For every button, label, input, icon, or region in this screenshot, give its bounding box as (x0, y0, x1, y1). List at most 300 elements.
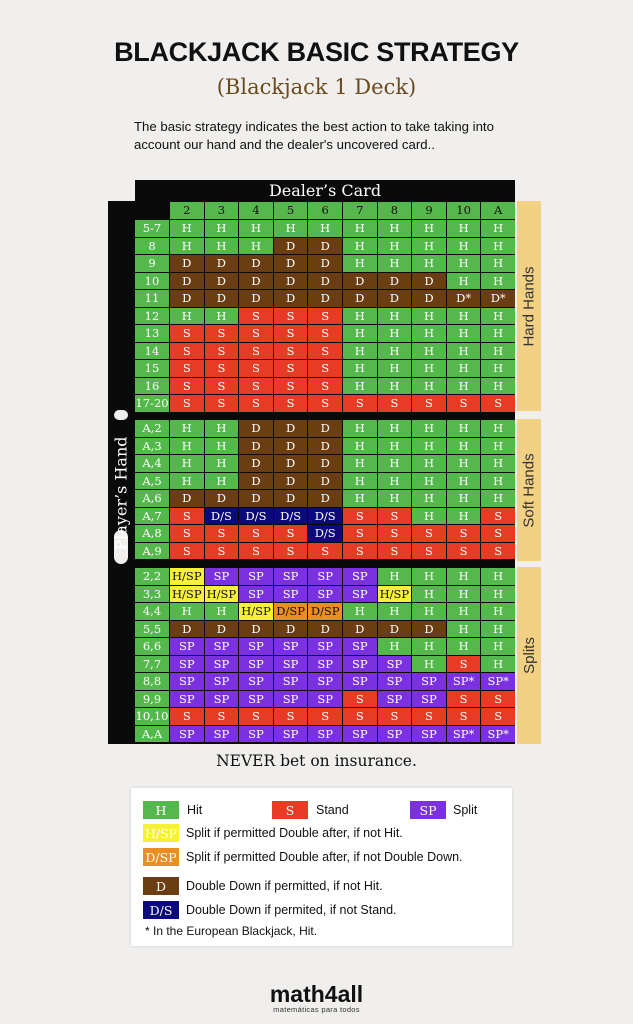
strategy-cell: SP (274, 656, 308, 673)
strategy-cell: SP (239, 656, 273, 673)
strategy-cell: H (481, 438, 515, 455)
strategy-cell: D (274, 438, 308, 455)
strategy-cell: D (239, 420, 273, 437)
strategy-cell: S (170, 708, 204, 725)
strategy-cell: S (378, 395, 412, 412)
strategy-cell: H (481, 621, 515, 638)
strategy-cell: H (170, 438, 204, 455)
strategy-cell: H (378, 343, 412, 360)
strategy-cell: S (274, 360, 308, 377)
strategy-cell: D (239, 255, 273, 272)
strategy-cell: SP (378, 726, 412, 743)
strategy-cell: H (447, 360, 481, 377)
strategy-cell: H (412, 360, 446, 377)
strategy-cell: SP (205, 691, 239, 708)
strategy-cell: H/SP (205, 586, 239, 603)
strategy-cell: H (378, 238, 412, 255)
strategy-cell: H (447, 220, 481, 237)
strategy-cell: SP (205, 568, 239, 585)
strategy-cell: H (343, 603, 377, 620)
legend-hit-text: Hit (187, 803, 203, 817)
hand-label-A-4: A,4 (135, 455, 169, 472)
strategy-cell: SP (343, 638, 377, 655)
strategy-cell: H/SP (378, 586, 412, 603)
dealer-card-9: 9 (412, 202, 446, 219)
strategy-cell: S (343, 508, 377, 525)
strategy-cell: H (170, 455, 204, 472)
strategy-cell: S (481, 395, 515, 412)
strategy-cell: S (274, 308, 308, 325)
strategy-cell: SP (170, 726, 204, 743)
strategy-cell: H (447, 378, 481, 395)
strategy-cell: SP (378, 691, 412, 708)
strategy-cell: H (412, 455, 446, 472)
strategy-cell: SP (308, 586, 342, 603)
strategy-cell: H (481, 343, 515, 360)
hand-label-10: 10 (135, 273, 169, 290)
strategy-cell: S (343, 691, 377, 708)
strategy-cell: SP (170, 656, 204, 673)
hand-label-8-8: 8,8 (135, 673, 169, 690)
dealer-card-header: Dealer’s Card (135, 180, 515, 201)
logo-tagline: matemáticas para todos (273, 1005, 360, 1014)
strategy-cell: SP (308, 691, 342, 708)
legend-ds-text: Double Down if permited, if not Stand. (186, 903, 397, 917)
strategy-cell: H (378, 568, 412, 585)
strategy-cell: H (412, 378, 446, 395)
strategy-cell: SP (205, 726, 239, 743)
strategy-cell: D (412, 290, 446, 307)
strategy-cell: S (447, 708, 481, 725)
strategy-cell: D (170, 621, 204, 638)
hand-label-8: 8 (135, 238, 169, 255)
hand-label-A-A: A,A (135, 726, 169, 743)
dealer-card-4: 4 (239, 202, 273, 219)
strategy-cell: S (343, 708, 377, 725)
strategy-cell: H (481, 473, 515, 490)
strategy-cell: D (308, 255, 342, 272)
legend-dsp-swatch: D/SP (143, 848, 179, 866)
strategy-cell: S (239, 708, 273, 725)
strategy-cell: SP* (481, 673, 515, 690)
side-label-hard-text: Hard Hands (520, 265, 538, 347)
strategy-cell: SP (412, 673, 446, 690)
strategy-cell: H (412, 343, 446, 360)
strategy-cell: SP (170, 691, 204, 708)
strategy-cell: S (239, 325, 273, 342)
strategy-cell: S (274, 325, 308, 342)
strategy-cell: D (308, 438, 342, 455)
strategy-cell: D (343, 290, 377, 307)
strategy-cell: D (378, 273, 412, 290)
strategy-cell: S (447, 395, 481, 412)
legend-d-swatch: D (143, 877, 179, 895)
strategy-cell: SP (378, 656, 412, 673)
strategy-cell: S (170, 508, 204, 525)
strategy-cell: SP (378, 673, 412, 690)
strategy-cell: H (412, 255, 446, 272)
strategy-cell: H (343, 325, 377, 342)
strategy-cell: S (343, 525, 377, 542)
strategy-cell: H (170, 603, 204, 620)
strategy-cell: S (378, 543, 412, 560)
strategy-cell: SP (274, 673, 308, 690)
strategy-cell: SP (308, 656, 342, 673)
hand-label-A-9: A,9 (135, 543, 169, 560)
strategy-cell: D (412, 273, 446, 290)
strategy-cell: S (239, 378, 273, 395)
strategy-cell: D (170, 290, 204, 307)
strategy-cell: H (481, 455, 515, 472)
strategy-cell: H (378, 378, 412, 395)
strategy-cell: H (412, 438, 446, 455)
strategy-cell: S (447, 691, 481, 708)
strategy-cell: S (308, 360, 342, 377)
strategy-cell: H (412, 638, 446, 655)
dealer-card-A: A (481, 202, 515, 219)
strategy-cell: S (274, 525, 308, 542)
strategy-cell: D (274, 490, 308, 507)
strategy-cell: H (205, 238, 239, 255)
strategy-cell: SP (239, 673, 273, 690)
strategy-cell: SP (308, 568, 342, 585)
strategy-cell: H (412, 238, 446, 255)
strategy-cell: H (447, 568, 481, 585)
strategy-cell: H (205, 308, 239, 325)
strategy-cell: SP (308, 638, 342, 655)
strategy-cell: H (378, 360, 412, 377)
strategy-cell: H (205, 438, 239, 455)
strategy-cell: H (343, 490, 377, 507)
strategy-cell: D (205, 290, 239, 307)
strategy-cell: D/S (308, 508, 342, 525)
strategy-cell: H (170, 238, 204, 255)
strategy-cell: H (378, 255, 412, 272)
strategy-cell: H (412, 420, 446, 437)
strategy-cell: D (308, 273, 342, 290)
strategy-cell: H (412, 490, 446, 507)
strategy-cell: S (170, 525, 204, 542)
strategy-cell: S (170, 395, 204, 412)
strategy-cell: S (308, 308, 342, 325)
strategy-cell: D (205, 255, 239, 272)
strategy-cell: H/SP (170, 586, 204, 603)
strategy-cell: SP (412, 726, 446, 743)
legend-split-swatch: SP (410, 801, 446, 819)
strategy-cell: S (378, 525, 412, 542)
strategy-cell: H (481, 568, 515, 585)
strategy-cell: S (378, 708, 412, 725)
strategy-cell: H (378, 490, 412, 507)
strategy-cell: D (239, 290, 273, 307)
strategy-cell: SP (170, 638, 204, 655)
strategy-cell: D* (447, 290, 481, 307)
strategy-cell: H (481, 255, 515, 272)
hand-label-7-7: 7,7 (135, 656, 169, 673)
strategy-cell: S (412, 708, 446, 725)
strategy-cell: SP (239, 726, 273, 743)
strategy-cell: H (481, 308, 515, 325)
strategy-cell: SP* (447, 673, 481, 690)
strategy-cell: S (343, 395, 377, 412)
strategy-cell: S (481, 525, 515, 542)
strategy-cell: H (412, 473, 446, 490)
strategy-cell: H (205, 220, 239, 237)
strategy-cell: H (343, 420, 377, 437)
dealer-card-3: 3 (205, 202, 239, 219)
strategy-cell: H (343, 360, 377, 377)
legend-split-text: Split (453, 803, 478, 817)
strategy-cell: D/SP (274, 603, 308, 620)
strategy-cell: D (205, 273, 239, 290)
strategy-cell: D/S (239, 508, 273, 525)
strategy-cell: D (239, 273, 273, 290)
strategy-cell: H/SP (170, 568, 204, 585)
strategy-cell: SP (239, 691, 273, 708)
strategy-cell: SP (308, 673, 342, 690)
strategy-cell: S (274, 395, 308, 412)
strategy-cell: H (481, 360, 515, 377)
hand-label-5-7: 5-7 (135, 220, 169, 237)
strategy-cell: D (274, 420, 308, 437)
strategy-cell: SP* (481, 726, 515, 743)
strategy-cell: S (205, 325, 239, 342)
strategy-cell: SP (274, 726, 308, 743)
strategy-cell: H (343, 473, 377, 490)
strategy-cell: H (343, 438, 377, 455)
strategy-cell: H (447, 438, 481, 455)
side-label-soft (517, 419, 541, 561)
strategy-cell: D (274, 621, 308, 638)
strategy-cell: H (447, 308, 481, 325)
strategy-cell: H (447, 638, 481, 655)
hand-label-10-10: 10,10 (135, 709, 169, 724)
legend-d-text: Double Down if permitted, if not Hit. (186, 879, 383, 893)
strategy-cell: S (412, 543, 446, 560)
strategy-cell: H (447, 490, 481, 507)
intro-text: The basic strategy indicates the best action to take taking into account our hand and the dealer's uncovered card.. (134, 119, 494, 152)
dealer-card-7: 7 (343, 202, 377, 219)
strategy-cell: H (447, 603, 481, 620)
strategy-cell: S (239, 525, 273, 542)
hand-label-A-6: A,6 (135, 490, 169, 507)
strategy-cell: H (378, 220, 412, 237)
strategy-cell: S (170, 543, 204, 560)
strategy-cell: S (274, 378, 308, 395)
strategy-cell: SP (239, 638, 273, 655)
strategy-cell: S (378, 508, 412, 525)
strategy-cell: D (239, 621, 273, 638)
strategy-cell: H (343, 255, 377, 272)
hand-label-12: 12 (135, 308, 169, 325)
strategy-cell: H (481, 603, 515, 620)
strategy-cell: H (378, 638, 412, 655)
strategy-cell: S (205, 378, 239, 395)
strategy-cell: SP (239, 586, 273, 603)
strategy-cell: H (447, 273, 481, 290)
strategy-cell: H (378, 603, 412, 620)
strategy-cell: D (274, 273, 308, 290)
strategy-cell: H (170, 220, 204, 237)
strategy-cell: H (378, 420, 412, 437)
strategy-cell: H (343, 220, 377, 237)
strategy-cell: D (170, 273, 204, 290)
strategy-cell: SP (343, 568, 377, 585)
strategy-cell: D (308, 238, 342, 255)
strategy-cell: H/SP (239, 603, 273, 620)
strategy-cell: SP (343, 586, 377, 603)
strategy-cell: H (481, 238, 515, 255)
hand-label-A-7: A,7 (135, 508, 169, 525)
strategy-cell: H (378, 473, 412, 490)
strategy-cell: D/S (274, 508, 308, 525)
hand-label-A-2: A,2 (135, 420, 169, 437)
strategy-cell: H (447, 238, 481, 255)
page-subtitle: (Blackjack 1 Deck) (216, 75, 417, 99)
dealer-card-5: 5 (274, 202, 308, 219)
strategy-cell: H (308, 220, 342, 237)
strategy-cell: S (274, 543, 308, 560)
legend-stand-text: Stand (316, 803, 349, 817)
strategy-cell: H (447, 621, 481, 638)
hand-label-13: 13 (135, 325, 169, 342)
strategy-cell: D (308, 473, 342, 490)
hand-label-16: 16 (135, 378, 169, 395)
strategy-cell: SP (205, 656, 239, 673)
strategy-cell: S (239, 543, 273, 560)
strategy-cell: H (447, 255, 481, 272)
strategy-cell: H (412, 603, 446, 620)
legend-hit-swatch: H (143, 801, 179, 819)
strategy-cell: SP (274, 568, 308, 585)
strategy-cell: D (239, 473, 273, 490)
strategy-cell: S (308, 343, 342, 360)
strategy-cell: H (481, 586, 515, 603)
strategy-cell: D (170, 255, 204, 272)
hand-label-A-3: A,3 (135, 438, 169, 455)
strategy-cell: D/S (308, 525, 342, 542)
dealer-card-8: 8 (378, 202, 412, 219)
strategy-cell: SP (274, 586, 308, 603)
strategy-cell: D (170, 490, 204, 507)
strategy-cell: SP (343, 673, 377, 690)
strategy-cell: H (481, 378, 515, 395)
strategy-cell: D (378, 621, 412, 638)
strategy-cell: SP (274, 691, 308, 708)
legend-stand-swatch: S (272, 801, 308, 819)
strategy-cell: S (170, 360, 204, 377)
strategy-cell: H (239, 220, 273, 237)
strategy-cell: H (447, 325, 481, 342)
strategy-cell: D (308, 420, 342, 437)
strategy-cell: H (239, 238, 273, 255)
strategy-cell: S (447, 656, 481, 673)
strategy-cell: S (412, 525, 446, 542)
strategy-cell: H (412, 308, 446, 325)
strategy-cell: D (239, 438, 273, 455)
strategy-cell: S (239, 308, 273, 325)
strategy-cell: SP (274, 638, 308, 655)
strategy-cell: H (481, 420, 515, 437)
strategy-cell: H (412, 220, 446, 237)
insurance-warning: NEVER bet on insurance. (216, 752, 417, 770)
strategy-cell: H (447, 473, 481, 490)
strategy-cell: S (205, 525, 239, 542)
page-title: BLACKJACK BASIC STRATEGY (114, 37, 519, 67)
strategy-cell: S (274, 708, 308, 725)
strategy-cell: H (170, 308, 204, 325)
strategy-cell: D (205, 490, 239, 507)
strategy-cell: D (308, 455, 342, 472)
strategy-cell: D (412, 621, 446, 638)
strategy-cell: SP (343, 656, 377, 673)
hand-label-9: 9 (135, 255, 169, 272)
legend-hsp-text: Split if permitted Double after, if not Hit. (186, 826, 403, 840)
strategy-cell: S (205, 360, 239, 377)
strategy-cell: D (274, 473, 308, 490)
strategy-cell: D (343, 621, 377, 638)
dealer-card-10: 10 (447, 202, 481, 219)
legend-ds-swatch: D/S (143, 901, 179, 919)
strategy-cell: D (343, 273, 377, 290)
strategy-cell: H (412, 656, 446, 673)
strategy-cell: H (378, 438, 412, 455)
strategy-cell: H (343, 343, 377, 360)
dealer-card-2: 2 (170, 202, 204, 219)
strategy-cell: D (274, 255, 308, 272)
strategy-cell: S (239, 360, 273, 377)
strategy-cell: H (343, 455, 377, 472)
strategy-cell: D (308, 290, 342, 307)
hand-label-3-3: 3,3 (135, 586, 169, 603)
strategy-cell: H (205, 473, 239, 490)
hand-label-2-2: 2,2 (135, 568, 169, 585)
strategy-cell: S (205, 395, 239, 412)
strategy-cell: D (239, 455, 273, 472)
strategy-cell: H (481, 490, 515, 507)
hand-label-14: 14 (135, 343, 169, 360)
strategy-cell: S (481, 691, 515, 708)
strategy-cell: H (205, 603, 239, 620)
strategy-cell: SP (343, 726, 377, 743)
strategy-cell: H (447, 420, 481, 437)
strategy-cell: S (481, 543, 515, 560)
strategy-cell: H (378, 325, 412, 342)
strategy-cell: SP (412, 691, 446, 708)
strategy-cell: D (308, 490, 342, 507)
strategy-cell: H (412, 508, 446, 525)
strategy-cell: H (343, 238, 377, 255)
strategy-cell: S (170, 325, 204, 342)
strategy-cell: S (308, 395, 342, 412)
strategy-cell: H (412, 325, 446, 342)
strategy-cell: D (274, 290, 308, 307)
strategy-cell: SP (205, 638, 239, 655)
strategy-cell: S (170, 343, 204, 360)
strategy-cell: H (481, 656, 515, 673)
strategy-cell: H (205, 455, 239, 472)
strategy-cell: SP* (447, 726, 481, 743)
logo-wordmark: math4all (269, 981, 364, 1007)
strategy-cell: D* (481, 290, 515, 307)
hand-label-15: 15 (135, 360, 169, 377)
strategy-grid (134, 201, 515, 744)
european-note: * In the European Blackjack, Hit. (145, 924, 318, 938)
strategy-cell: SP (308, 726, 342, 743)
strategy-cell: D (274, 455, 308, 472)
player-bar-notch-top (114, 410, 128, 420)
strategy-cell: H (447, 586, 481, 603)
